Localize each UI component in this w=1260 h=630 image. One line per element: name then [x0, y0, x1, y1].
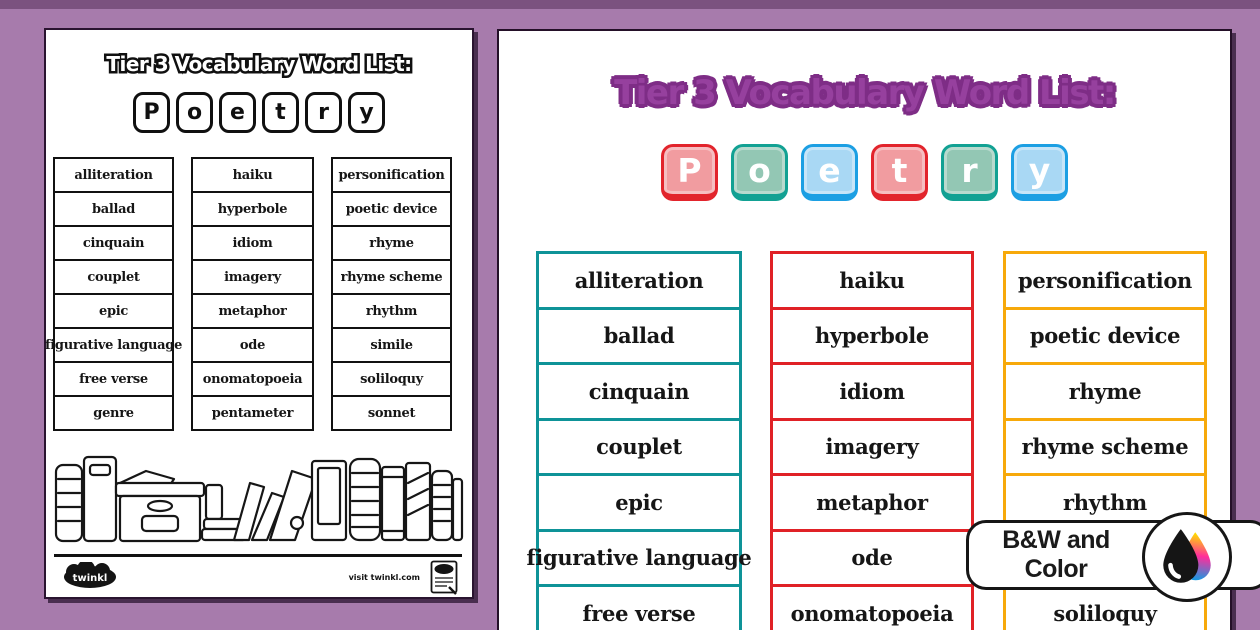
color-page-title: Tier 3 Vocabulary Word List: [614, 73, 1115, 113]
badge-label: B&W and Color [1002, 526, 1110, 583]
word-cell: imagery [770, 418, 974, 477]
word-cell: hyperbole [770, 307, 974, 366]
badge-circle [1142, 512, 1232, 602]
word-cell: free verse [536, 584, 742, 630]
color-word-column-2 [770, 251, 974, 630]
word-cell: epic [536, 473, 742, 532]
footer-divider [54, 554, 462, 557]
bw-letter-tile: o [176, 92, 213, 133]
word-cell: genre [53, 395, 174, 431]
bw-page-title: Tier 3 Vocabulary Word List: [106, 52, 412, 76]
bookshelf-illustration [54, 453, 464, 549]
bw-letter-tiles [46, 92, 472, 133]
bw-letter-tile: e [219, 92, 256, 133]
word-cell: rhythm [1003, 473, 1207, 532]
color-letter-tile: P [661, 144, 718, 201]
color-letter-tiles [499, 144, 1230, 201]
bw-letter-tile: r [305, 92, 342, 133]
bw-worksheet-page [44, 28, 474, 599]
word-cell: figurative language [536, 529, 742, 588]
color-letter-tile: y [1011, 144, 1068, 201]
word-cell: soliloquy [331, 361, 452, 397]
color-letter-tile: r [941, 144, 998, 201]
visit-twinkl-text: visit twinkl.com [348, 573, 420, 582]
word-cell: metaphor [770, 473, 974, 532]
word-cell: cinquain [53, 225, 174, 261]
word-cell: couplet [53, 259, 174, 295]
twinkl-quality-badge [430, 560, 458, 596]
word-cell: haiku [191, 157, 314, 193]
word-cell: alliteration [53, 157, 174, 193]
color-letter-tile: t [871, 144, 928, 201]
svg-text:twinkl: twinkl [72, 573, 108, 584]
word-cell: personification [331, 157, 452, 193]
word-cell: poetic device [331, 191, 452, 227]
word-cell: rhyme [1003, 362, 1207, 421]
word-cell: soliloquy [1003, 584, 1207, 630]
word-cell: rhyme scheme [1003, 418, 1207, 477]
bw-word-column-2 [191, 157, 314, 431]
bw-letter-tile: y [348, 92, 385, 133]
bw-word-column-1 [44, 157, 183, 431]
word-cell: rhythm [331, 293, 452, 329]
twinkl-logo [62, 562, 118, 590]
word-cell: onomatopoeia [770, 584, 974, 630]
word-cell: simile [331, 327, 452, 363]
word-cell: hyperbole [191, 191, 314, 227]
bw-word-column-3 [331, 157, 452, 431]
word-cell: sonnet [331, 395, 452, 431]
color-letter-tile: o [731, 144, 788, 201]
ink-droplet-icon [1154, 524, 1220, 590]
word-cell: ode [191, 327, 314, 363]
word-cell: onomatopoeia [191, 361, 314, 397]
word-cell: ballad [536, 307, 742, 366]
word-cell: alliteration [536, 251, 742, 310]
word-cell: haiku [770, 251, 974, 310]
word-cell: couplet [536, 418, 742, 477]
word-cell: idiom [770, 362, 974, 421]
word-cell: personification [1003, 251, 1207, 310]
bw-letter-tile: P [133, 92, 170, 133]
word-cell: cinquain [536, 362, 742, 421]
word-cell: free verse [53, 361, 174, 397]
word-cell: poetic device [1003, 307, 1207, 366]
bw-letter-tile: t [262, 92, 299, 133]
word-cell: idiom [191, 225, 314, 261]
word-cell: imagery [191, 259, 314, 295]
word-cell: rhyme scheme [331, 259, 452, 295]
color-letter-tile: e [801, 144, 858, 201]
word-cell: ode [770, 529, 974, 588]
word-cell: rhyme [331, 225, 452, 261]
word-cell: pentameter [191, 395, 314, 431]
word-cell: ballad [53, 191, 174, 227]
word-cell: epic [53, 293, 174, 329]
word-cell: metaphor [191, 293, 314, 329]
top-edge-strip [0, 0, 1260, 9]
word-cell: figurative language [53, 327, 174, 363]
color-word-column-1 [526, 251, 752, 630]
